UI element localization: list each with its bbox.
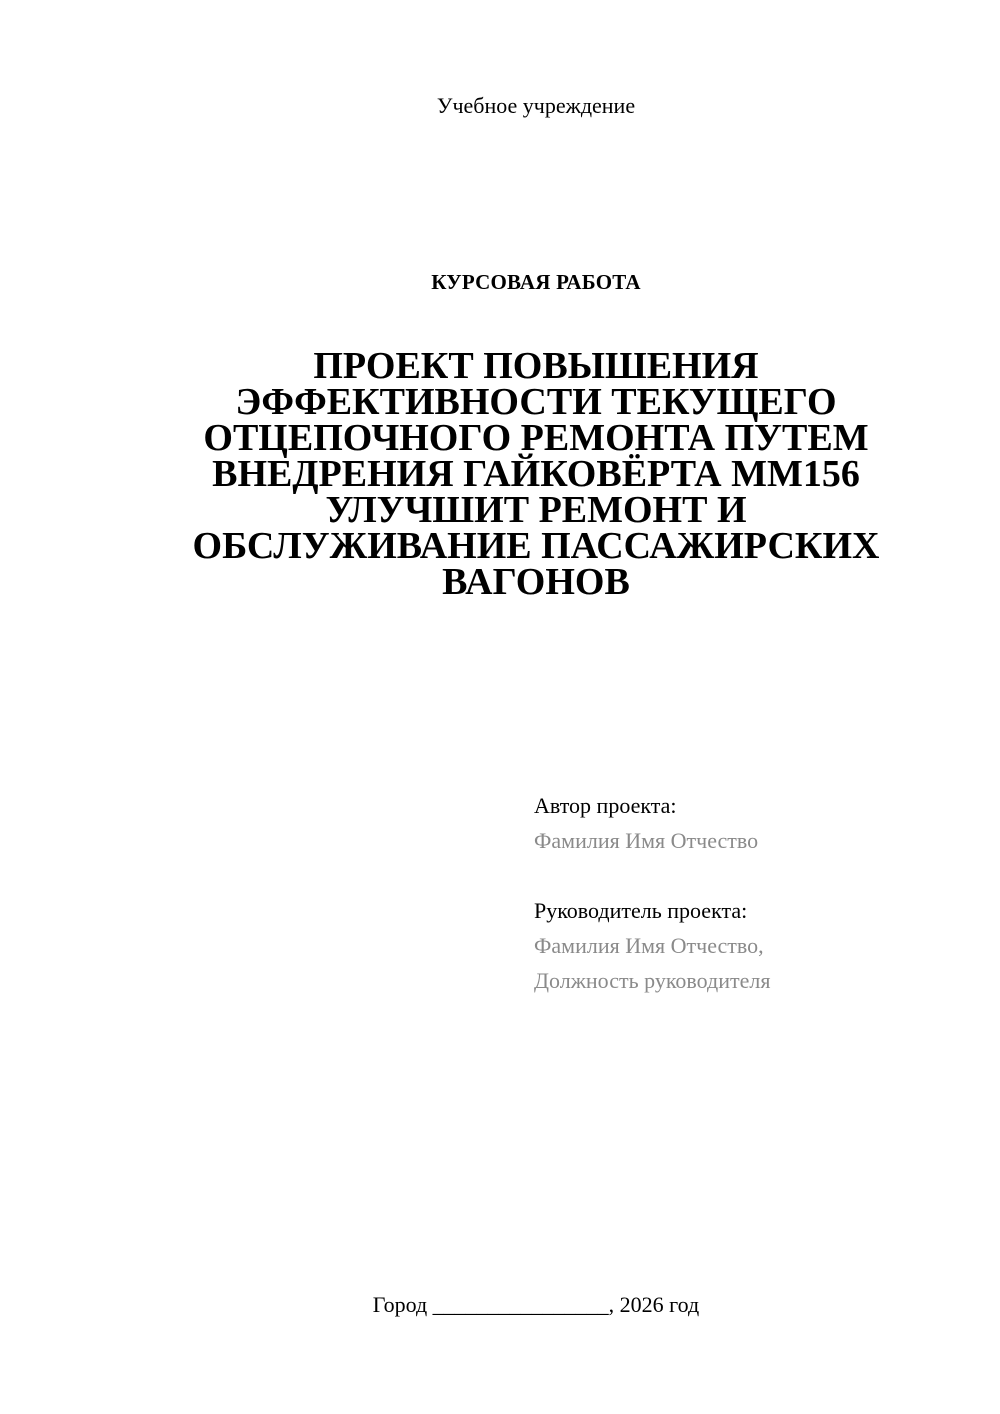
- title-line: ЭФФЕКТИВНОСТИ ТЕКУЩЕГО: [235, 381, 837, 423]
- work-type-heading: КУРСОВАЯ РАБОТА: [431, 270, 641, 294]
- city-year-line: Город ________________, 2026 год: [372, 1292, 700, 1317]
- author-label: Автор проекта:: [534, 793, 677, 818]
- title-line: ВНЕДРЕНИЯ ГАЙКОВЁРТА ММ156: [212, 453, 860, 495]
- spacer: [534, 858, 974, 893]
- author-name: Фамилия Имя Отчество: [534, 828, 759, 853]
- title-line: ОБСЛУЖИВАНИЕ ПАССАЖИРСКИХ: [192, 525, 880, 567]
- supervisor-name: Фамилия Имя Отчество,: [534, 933, 764, 958]
- title-line: ПРОЕКТ ПОВЫШЕНИЯ: [313, 345, 759, 387]
- title-line: ОТЦЕПОЧНОГО РЕМОНТА ПУТЕМ: [203, 417, 869, 459]
- project-people-block: [534, 788, 974, 998]
- title-line: ВАГОНОВ: [442, 561, 630, 603]
- institution-name: Учебное учреждение: [436, 93, 636, 118]
- project-title: [170, 345, 902, 603]
- title-line: УЛУЧШИТ РЕМОНТ И: [325, 489, 747, 531]
- supervisor-position: Должность руководителя: [534, 968, 771, 993]
- supervisor-label: Руководитель проекта:: [534, 898, 748, 923]
